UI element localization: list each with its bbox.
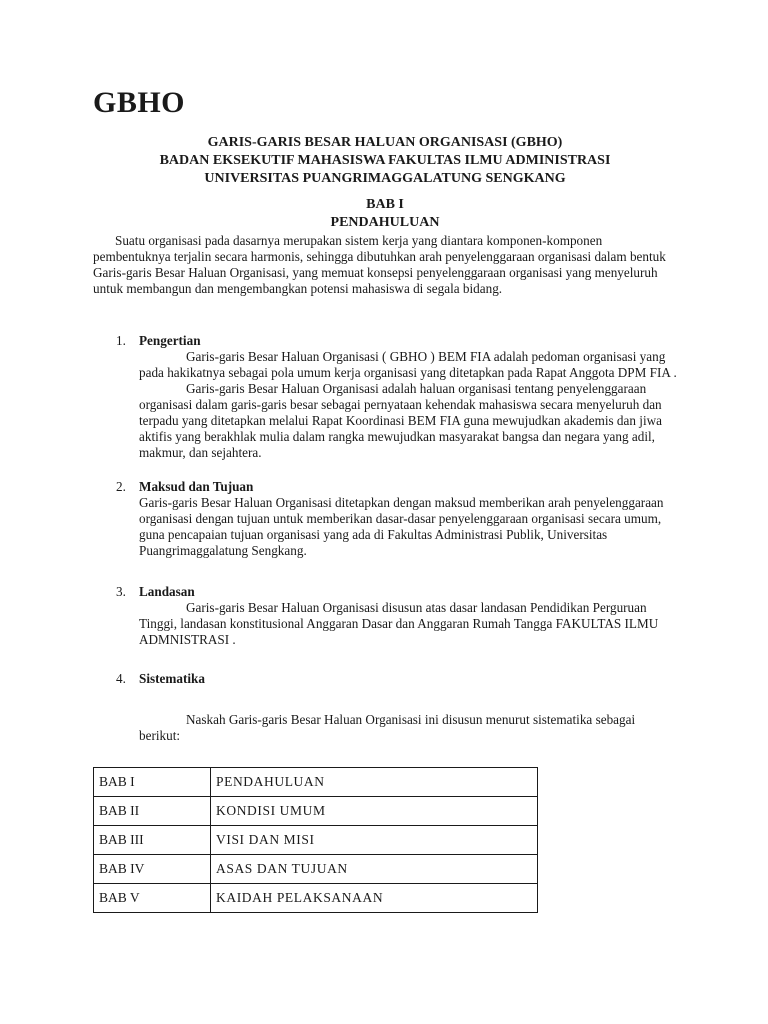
table-cell-title: ASAS DAN TUJUAN [211, 855, 538, 884]
section-number: 4. [116, 671, 126, 686]
section-paragraph: Garis-garis Besar Haluan Organisasi adalah haluan organisasi tentang penyelenggaraan organisasi dalam garis-garis besar sebagai pernyataan kehendak mahasiswa secara menyeluruh dan terpadu yang ditetapkan melalui Rapat Koordinasi BEM FIA guna mewujudkan akademis dan jiwa aktifis yang berakhlak mulia dalam rangka mewujudkan masyarakat bangsa dan negara yang adil, makmur, dan sejahtera. [139, 381, 662, 460]
section-number: 2. [116, 479, 126, 494]
section-heading: Maksud dan Tujuan [139, 479, 254, 494]
section-number: 3. [116, 584, 126, 599]
chapter-number: BAB I [366, 197, 404, 212]
table-cell-title: VISI DAN MISI [211, 826, 538, 855]
table-cell-bab: BAB I [94, 768, 211, 797]
section-paragraph: Garis-garis Besar Haluan Organisasi ( GBHO ) BEM FIA adalah pedoman organisasi yang pada hakikatnya sebagai pola umum kerja organisasi yang ditetapkan pada Rapat Anggota DPM FIA . [139, 349, 677, 380]
section-heading: Sistematika [139, 671, 205, 686]
sistematika-table [93, 767, 538, 913]
table-row [94, 855, 538, 884]
table-cell-title: KONDISI UMUM [211, 797, 538, 826]
table-row [94, 768, 538, 797]
table-row [94, 826, 538, 855]
section-paragraph: Garis-garis Besar Haluan Organisasi disusun atas dasar landasan Pendidikan Perguruan Tinggi, landasan konstitusional Anggaran Dasar dan Anggaran Rumah Tangga FAKULTAS ILMU ADMNISTRASI . [139, 600, 659, 647]
table-cell-title: PENDAHULUAN [211, 768, 538, 797]
table-cell-bab: BAB II [94, 797, 211, 826]
section-paragraph: Garis-garis Besar Haluan Organisasi ditetapkan dengan maksud memberikan arah penyelenggaraan organisasi dengan tujuan untuk memberikan dasar-dasar penyelenggaraan organisasi secara umum, guna pencapaian tujuan organisasi yang ada di Fakultas Administrasi Publik, Universitas Puangrimaggalatung Sengkang. [139, 495, 664, 558]
section-paragraph: Naskah Garis-garis Besar Haluan Organisasi ini disusun menurut sistematika sebagai berikut: [139, 712, 636, 743]
section-heading: Pengertian [139, 333, 201, 348]
table-row [94, 797, 538, 826]
table-cell-title: KAIDAH PELAKSANAAN [211, 884, 538, 913]
table-cell-bab: BAB III [94, 826, 211, 855]
table-cell-bab: BAB IV [94, 855, 211, 884]
intro-paragraph: Suatu organisasi pada dasarnya merupakan sistem kerja yang diantara komponen-komponen pembentuknya terjalin secara harmonis, sehingga dibutuhkan arah penyelenggaraan organisasi dalam bentuk Garis-garis Besar Haluan Organisasi, yang memuat konsepsi penyelenggaraan organisasi yang menyeluruh untuk membangun dan mengembangkan potensi mahasiswa di segala bidang. [93, 233, 666, 296]
document-title: GBHO [93, 86, 186, 119]
header-line: BADAN EKSEKUTIF MAHASISWA FAKULTAS ILMU ADMINISTRASI [159, 153, 611, 168]
chapter-name: PENDAHULUAN [330, 215, 440, 230]
chapter-heading [93, 196, 677, 232]
header-line: GARIS-GARIS BESAR HALUAN ORGANISASI (GBHO) [207, 135, 563, 150]
section-heading: Landasan [139, 584, 195, 599]
table-cell-bab: BAB V [94, 884, 211, 913]
header-line: UNIVERSITAS PUANGRIMAGGALATUNG SENGKANG [204, 171, 566, 186]
table-row [94, 884, 538, 913]
document-header [93, 134, 677, 188]
section-number: 1. [116, 333, 126, 348]
